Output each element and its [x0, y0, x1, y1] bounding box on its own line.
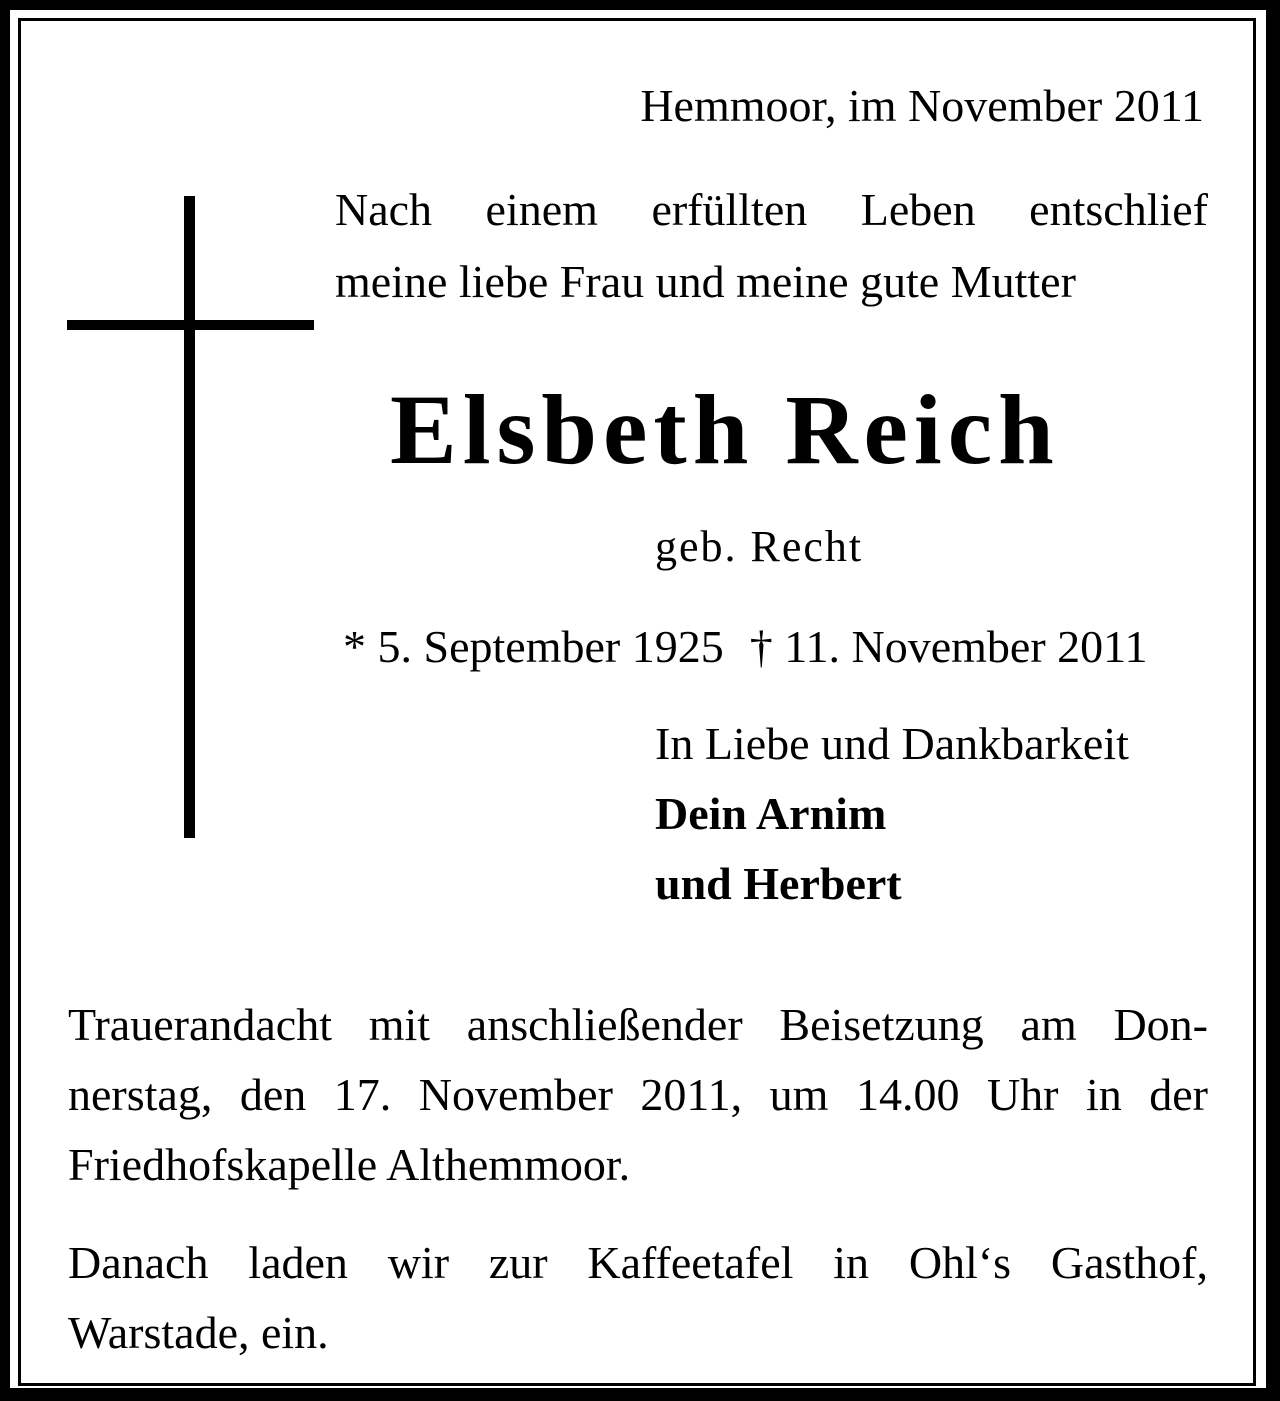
cross-horizontal-bar — [67, 320, 314, 330]
birth-date: * 5. September 1925 — [343, 621, 724, 672]
service-line-3: Friedhofskapelle Althemmoor. — [68, 1139, 631, 1190]
death-date: † 11. November 2011 — [749, 621, 1148, 672]
reception-line-2: Warstade, ein. — [68, 1307, 329, 1358]
place-date: Hemmoor, im November 2011 — [640, 80, 1204, 131]
maiden-name: geb. Recht — [655, 522, 864, 571]
intro-line-1: Nach einem erfüllten Leben entschlief — [335, 184, 1208, 235]
signoff: In Liebe und Dankbarkeit — [655, 718, 1129, 769]
cross-vertical-bar — [184, 196, 195, 838]
life-dates — [343, 621, 1148, 672]
intro-line-2: meine liebe Frau und meine gute Mutter — [335, 256, 1076, 307]
reception-info — [68, 1228, 1208, 1368]
service-line-1: Trauerandacht mit anschließender Beisetzung am Don- — [68, 999, 1208, 1050]
obituary-notice — [10, 10, 1266, 1388]
deceased-name: Elsbeth Reich — [390, 374, 1060, 485]
signer-1: Dein Arnim — [655, 788, 887, 839]
signer-2: und Herbert — [655, 858, 902, 909]
reception-line-1: Danach laden wir zur Kaffeetafel in Ohl‘s Gasthof, — [68, 1237, 1208, 1288]
service-line-2: nerstag, den 17. November 2011, um 14.00 Uhr in der — [68, 1069, 1208, 1120]
service-info — [68, 990, 1208, 1200]
intro-text — [335, 174, 1208, 318]
